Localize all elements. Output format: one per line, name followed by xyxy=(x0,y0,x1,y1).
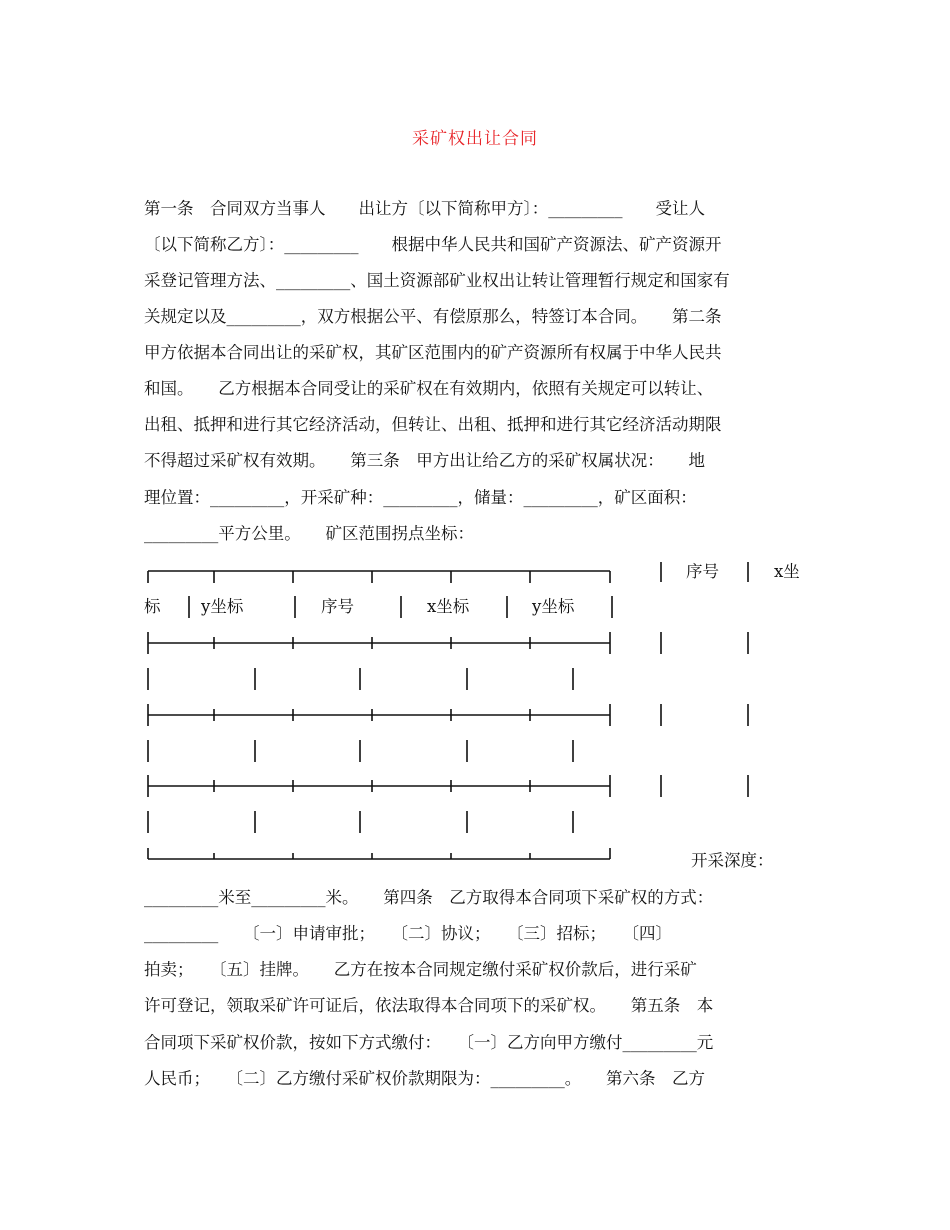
paragraph-line: 〔以下简称乙方〕：_________ 根据中华人民共和国矿产资源法、矿产资源开 xyxy=(144,235,722,254)
paragraph-line: _________ 〔一〕申请审批； 〔二〕协议； 〔三〕招标； 〔四〕 xyxy=(144,924,672,943)
paragraph-line: 理位置：_________，开采矿种：_________，储量：_________，矿区面积： xyxy=(144,488,697,507)
table-header-cell: y坐标 xyxy=(201,597,244,616)
paragraph-line: 拍卖； 〔五〕挂牌。 乙方在按本合同规定缴付采矿权价款后，进行采矿 xyxy=(144,960,697,979)
table-header-cell: 标 xyxy=(144,597,161,616)
table-header-x-partial: x坐 xyxy=(774,562,800,581)
paragraph-line: 出租、抵押和进行其它经济活动，但转让、出租、抵押和进行其它经济活动期限 xyxy=(144,415,722,434)
paragraph-line: 人民币； 〔二〕乙方缴付采矿权价款期限为：_________。 第六条 乙方 xyxy=(144,1069,705,1088)
mining-depth-label: 开采深度： xyxy=(691,851,774,870)
table-header-cell: 序号 xyxy=(321,597,354,616)
paragraph-line: 许可登记，领取采矿许可证后，依法取得本合同项下的采矿权。 第五条 本 xyxy=(144,996,714,1015)
paragraph-line: _________平方公里。 矿区范围拐点坐标： xyxy=(144,524,474,543)
paragraph-line: 采登记管理方法、_________、国土资源部矿业权出让转让管理暂行规定和国家有 xyxy=(144,271,730,290)
paragraph-line: 和国。 乙方根据本合同受让的采矿权在有效期内，依照有关规定可以转让、 xyxy=(144,379,714,398)
paragraph-line: 甲方依据本合同出让的采矿权，其矿区范围内的矿产资源所有权属于中华人民共 xyxy=(144,343,722,362)
table-header-seq: 序号 xyxy=(686,562,719,581)
table-header-cell: y坐标 xyxy=(532,597,575,616)
paragraph-line: 不得超过采矿权有效期。 第三条 甲方出让给乙方的采矿权属状况： 地 xyxy=(144,451,705,470)
paragraph-line: 关规定以及_________，双方根据公平、有偿原那么，特签订本合同。 第二条 xyxy=(144,307,722,326)
paragraph-line: _________米至_________米。 第四条 乙方取得本合同项下采矿权的方式： xyxy=(144,888,714,907)
table-header-cell: x坐标 xyxy=(427,597,470,616)
paragraph-line: 第一条 合同双方当事人 出让方〔以下简称甲方〕：_________ 受让人 xyxy=(144,199,705,218)
paragraph-line: 合同项下采矿权价款，按如下方式缴付： 〔一〕乙方向甲方缴付_________元 xyxy=(144,1033,714,1052)
document-title: 采矿权出让合同 xyxy=(412,129,538,149)
